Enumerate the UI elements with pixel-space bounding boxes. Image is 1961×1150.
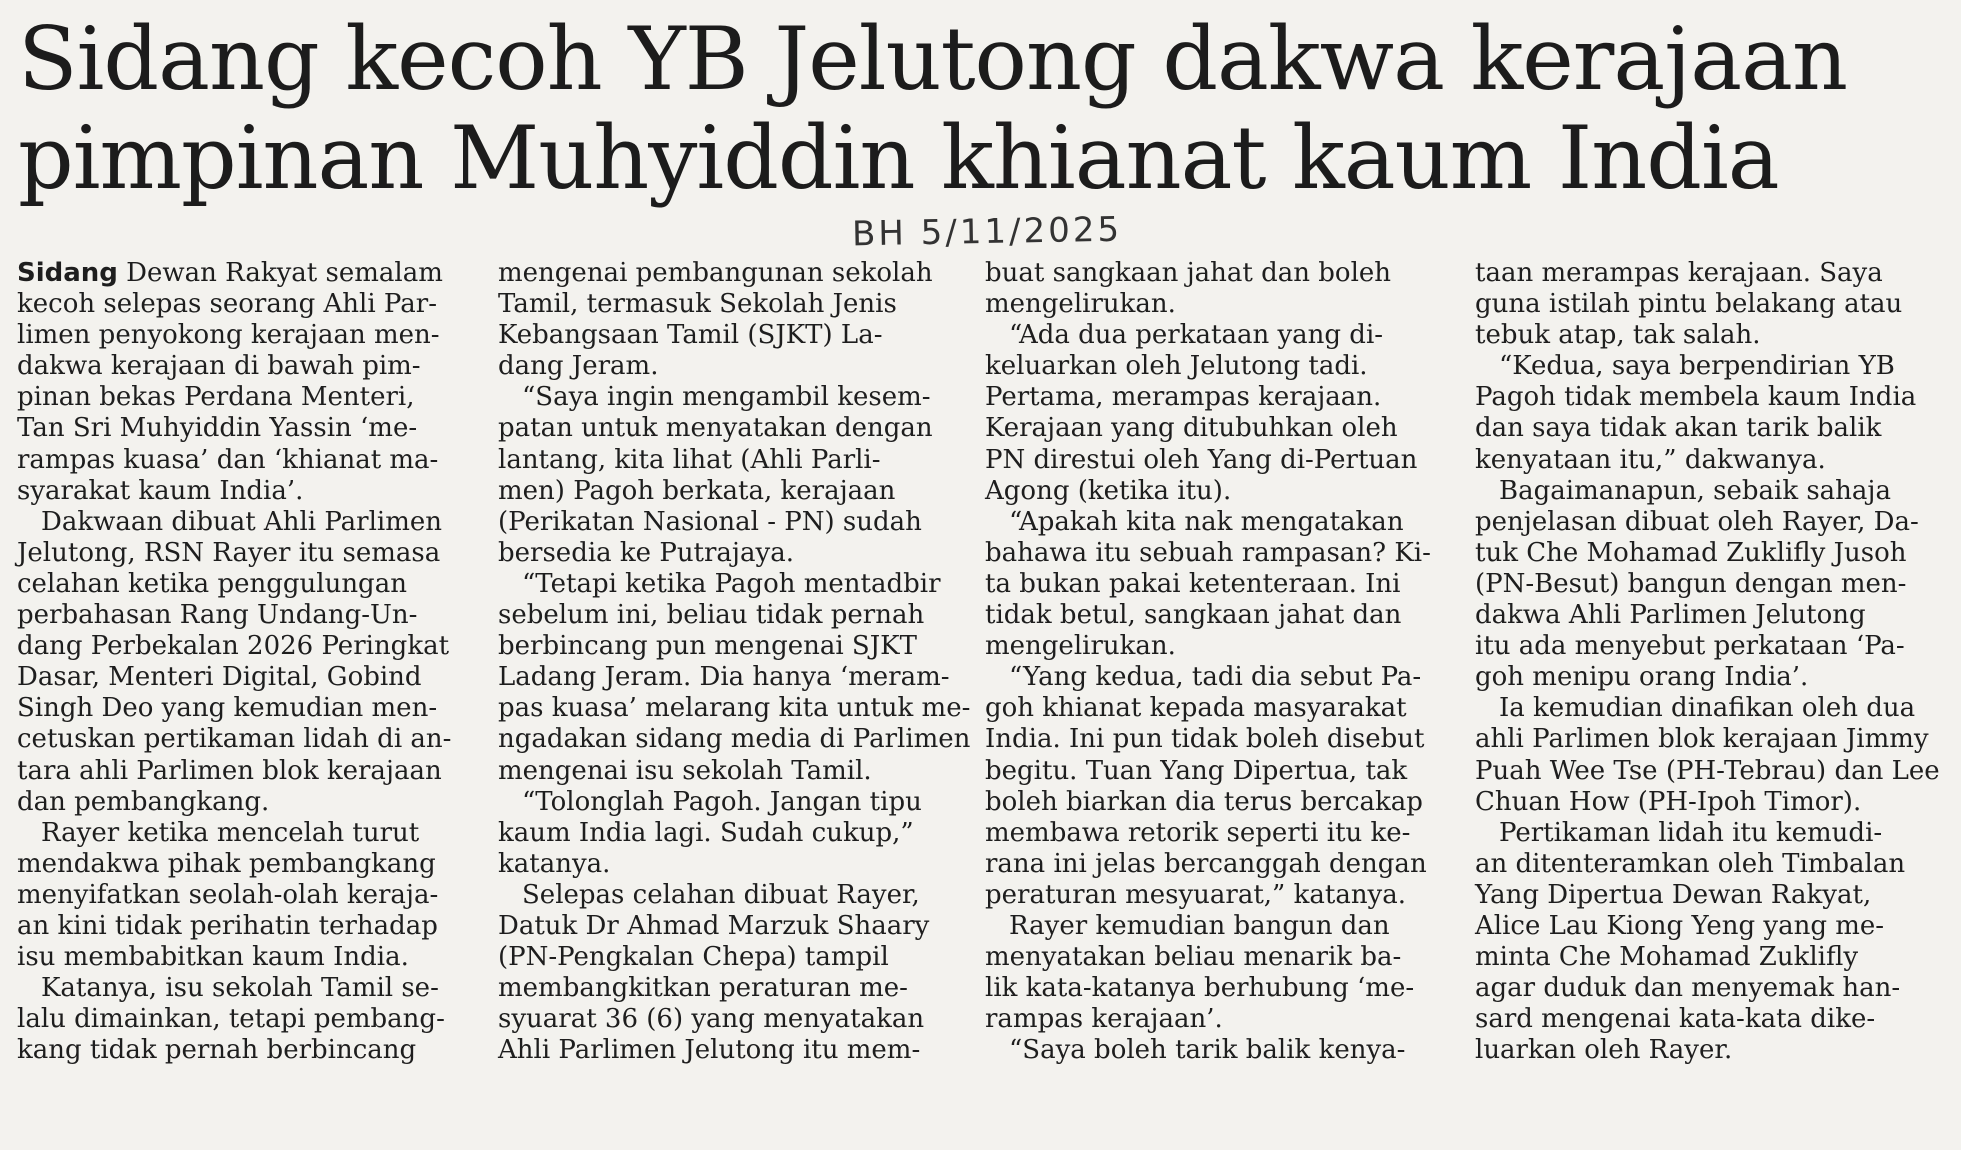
- article-line: “Saya boleh tarik balik kenya-: [1009, 1035, 1406, 1066]
- article-line: (PN-Besut) bangun dengan men-: [1475, 568, 1907, 599]
- article-line: guna istilah pintu belakang atau: [1475, 289, 1903, 320]
- article-line: Ladang Jeram. Dia hanya ‘meram-: [498, 662, 950, 693]
- article-line: Dasar, Menteri Digital, Gobind: [17, 662, 422, 693]
- article-line: “Ada dua perkataan yang di-: [1009, 320, 1384, 351]
- article-line: rana ini jelas bercanggah dengan: [985, 848, 1427, 879]
- article-line: “Apakah kita nak mengatakan: [1009, 506, 1404, 537]
- article-line: Pertikaman lidah itu kemudi-: [1499, 817, 1883, 848]
- article-line: PN direstui oleh Yang di-Pertuan: [985, 444, 1418, 475]
- article-line: cetuskan pertikaman lidah di an-: [17, 724, 452, 755]
- article-column-1: [17, 258, 465, 1066]
- article-line: tara ahli Parlimen blok kerajaan: [17, 755, 442, 786]
- lead-word: Sidang: [17, 258, 118, 288]
- article-line: patan untuk menyatakan dengan: [498, 413, 933, 444]
- article-line: dang Jeram.: [498, 351, 659, 382]
- article-line: kang tidak pernah berbincang: [17, 1035, 417, 1066]
- article-line: mengenai pembangunan sekolah: [498, 258, 933, 288]
- article-line: Kerajaan yang ditubuhkan oleh: [985, 413, 1398, 444]
- article-line: begitu. Tuan Yang Dipertua, tak: [985, 755, 1408, 786]
- article-line: luarkan oleh Rayer.: [1475, 1035, 1733, 1066]
- article-line: Jelutong, RSN Rayer itu semasa: [17, 537, 441, 568]
- article-line: perbahasan Rang Undang-Un-: [17, 600, 418, 631]
- article-line: Puah Wee Tse (PH-Tebrau) dan Lee: [1475, 755, 1940, 786]
- article-line: goh khianat kepada masyarakat: [985, 693, 1407, 724]
- article-line: “Saya ingin mengambil kesem-: [522, 382, 931, 413]
- article-line: tidak betul, sangkaan jahat dan: [985, 600, 1402, 631]
- article-line: agar duduk dan menyemak han-: [1475, 973, 1901, 1004]
- article-line: kenyataan itu,” dakwanya.: [1475, 444, 1826, 475]
- article-line: kecoh selepas seorang Ahli Par-: [17, 289, 437, 320]
- article-line: itu ada menyebut perkataan ‘Pa-: [1475, 631, 1905, 662]
- article-line: peraturan mesyuarat,” katanya.: [985, 879, 1407, 910]
- article-line: rampas kuasa’ dan ‘khianat ma-: [17, 444, 439, 475]
- article-line: Alice Lau Kiong Yeng yang me-: [1475, 910, 1885, 941]
- article-line: Pagoh tidak membela kaum India: [1475, 382, 1917, 413]
- article-line: lik kata-katanya berhubung ‘me-: [985, 973, 1415, 1004]
- article-line: lalu dimainkan, tetapi pembang-: [17, 1004, 445, 1035]
- article-line: mengelirukan.: [985, 289, 1176, 320]
- article-line: “Tetapi ketika Pagoh mentadbir: [522, 568, 941, 599]
- article-line: Agong (ketika itu).: [985, 475, 1232, 506]
- article-line: goh menipu orang India’.: [1475, 662, 1809, 693]
- article-line: minta Che Mohamad Zuklifly: [1475, 942, 1859, 973]
- article-line: limen penyokong kerajaan men-: [17, 320, 440, 351]
- article-line: mengenai isu sekolah Tamil.: [498, 755, 872, 786]
- article-line: dang Perbekalan 2026 Peringkat: [17, 631, 450, 662]
- article-line: membangkitkan peraturan me-: [498, 973, 908, 1004]
- article-column-4: [1475, 258, 1940, 1066]
- article-line: Tamil, termasuk Sekolah Jenis: [498, 289, 897, 320]
- article-line: Selepas celahan dibuat Rayer,: [522, 879, 920, 910]
- headline: [18, 10, 1938, 208]
- article-line: bahawa itu sebuah rampasan? Ki-: [985, 537, 1431, 568]
- article-line: Pertama, merampas kerajaan.: [985, 382, 1382, 413]
- article-line: menyifatkan seolah-olah keraja-: [17, 879, 439, 910]
- article-line: Katanya, isu sekolah Tamil se-: [41, 973, 439, 1004]
- article-line: “Kedua, saya berpendirian YB: [1499, 351, 1895, 382]
- headline-line-2: pimpinan Muhyiddin khianat kaum India: [18, 107, 1779, 209]
- article-line: Tan Sri Muhyiddin Yassin ‘me-: [17, 413, 418, 444]
- article-line: men) Pagoh berkata, kerajaan: [498, 475, 896, 506]
- article-line: lantang, kita lihat (Ahli Parli-: [498, 444, 881, 475]
- article-line: taan merampas kerajaan. Saya: [1475, 258, 1883, 288]
- article-line: mengelirukan.: [985, 631, 1176, 662]
- article-line: pinan bekas Perdana Menteri,: [17, 382, 415, 413]
- article-column-2: [498, 258, 971, 1066]
- article-line: pas kuasa’ melarang kita untuk me-: [498, 693, 971, 724]
- article-line: (Perikatan Nasional - PN) sudah: [498, 506, 922, 537]
- article-line: Kebangsaan Tamil (SJKT) La-: [498, 320, 883, 351]
- article-line: Ahli Parlimen Jelutong itu mem-: [498, 1035, 921, 1066]
- article-line: (PN-Pengkalan Chepa) tampil: [498, 942, 889, 973]
- article-line: ahli Parlimen blok kerajaan Jimmy: [1475, 724, 1929, 755]
- article-line: syarakat kaum India’.: [17, 475, 304, 506]
- article-line: “Tolonglah Pagoh. Jangan tipu: [522, 786, 922, 817]
- article-line: Datuk Dr Ahmad Marzuk Shaary: [498, 910, 930, 941]
- article-line: dan pembangkang.: [17, 786, 270, 817]
- article-column-3: [985, 258, 1433, 1066]
- article-line: boleh biarkan dia terus bercakap: [985, 786, 1423, 817]
- article-line: Rayer ketika mencelah turut: [41, 817, 420, 848]
- article-line: katanya.: [498, 848, 611, 879]
- article-line: Bagaimanapun, sebaik sahaja: [1499, 475, 1891, 506]
- article-line: India. Ini pun tidak boleh disebut: [985, 724, 1425, 755]
- article-line: mendakwa pihak pembangkang: [17, 848, 436, 879]
- article-line: an ditenteramkan oleh Timbalan: [1475, 848, 1906, 879]
- article-line: tebuk atap, tak salah.: [1475, 320, 1761, 351]
- article-line: Singh Deo yang kemudian men-: [17, 693, 438, 724]
- article-line: an kini tidak perihatin terhadap: [17, 910, 438, 941]
- article-line: penjelasan dibuat oleh Rayer, Da-: [1475, 506, 1919, 537]
- article-line: Dakwaan dibuat Ahli Parlimen: [41, 506, 443, 537]
- article-line: celahan ketika penggulungan: [17, 568, 407, 599]
- article-line: “Yang kedua, tadi dia sebut Pa-: [1009, 662, 1422, 693]
- article-line: sebelum ini, beliau tidak pernah: [498, 600, 925, 631]
- article-line: syuarat 36 (6) yang menyatakan: [498, 1004, 925, 1035]
- article-line: Ia kemudian dinafikan oleh dua: [1499, 693, 1916, 724]
- article-line: ta bukan pakai ketenteraan. Ini: [985, 568, 1401, 599]
- article-line: sard mengenai kata-kata dike-: [1475, 1004, 1876, 1035]
- article-line: Sidang Dewan Rakyat semalam: [17, 258, 443, 288]
- article-line: Yang Dipertua Dewan Rakyat,: [1475, 879, 1872, 910]
- article-line: dakwa Ahli Parlimen Jelutong: [1475, 600, 1866, 631]
- article-line: ngadakan sidang media di Parlimen: [498, 724, 971, 755]
- handwritten-date-note: BH 5/11/2025: [851, 209, 1123, 255]
- article-line: membawa retorik seperti itu ke-: [985, 817, 1411, 848]
- headline-line-1: Sidang kecoh YB Jelutong dakwa kerajaan: [18, 8, 1847, 110]
- article-line: bersedia ke Putrajaya.: [498, 537, 794, 568]
- article-line: dakwa kerajaan di bawah pim-: [17, 351, 421, 382]
- article-line: keluarkan oleh Jelutong tadi.: [985, 351, 1368, 382]
- article-line: menyatakan beliau menarik ba-: [985, 942, 1402, 973]
- article-line: isu membabitkan kaum India.: [17, 942, 409, 973]
- article-line: tuk Che Mohamad Zuklifly Jusoh: [1475, 537, 1907, 568]
- article-line: buat sangkaan jahat dan boleh: [985, 258, 1392, 288]
- article-line: rampas kerajaan’.: [985, 1004, 1223, 1035]
- article-line: Chuan How (PH-Ipoh Timor).: [1475, 786, 1862, 817]
- article-line: kaum India lagi. Sudah cukup,”: [498, 817, 914, 848]
- article-line: Rayer kemudian bangun dan: [1009, 910, 1390, 941]
- article-line: berbincang pun mengenai SJKT: [498, 631, 917, 662]
- article-line: dan saya tidak akan tarik balik: [1475, 413, 1882, 444]
